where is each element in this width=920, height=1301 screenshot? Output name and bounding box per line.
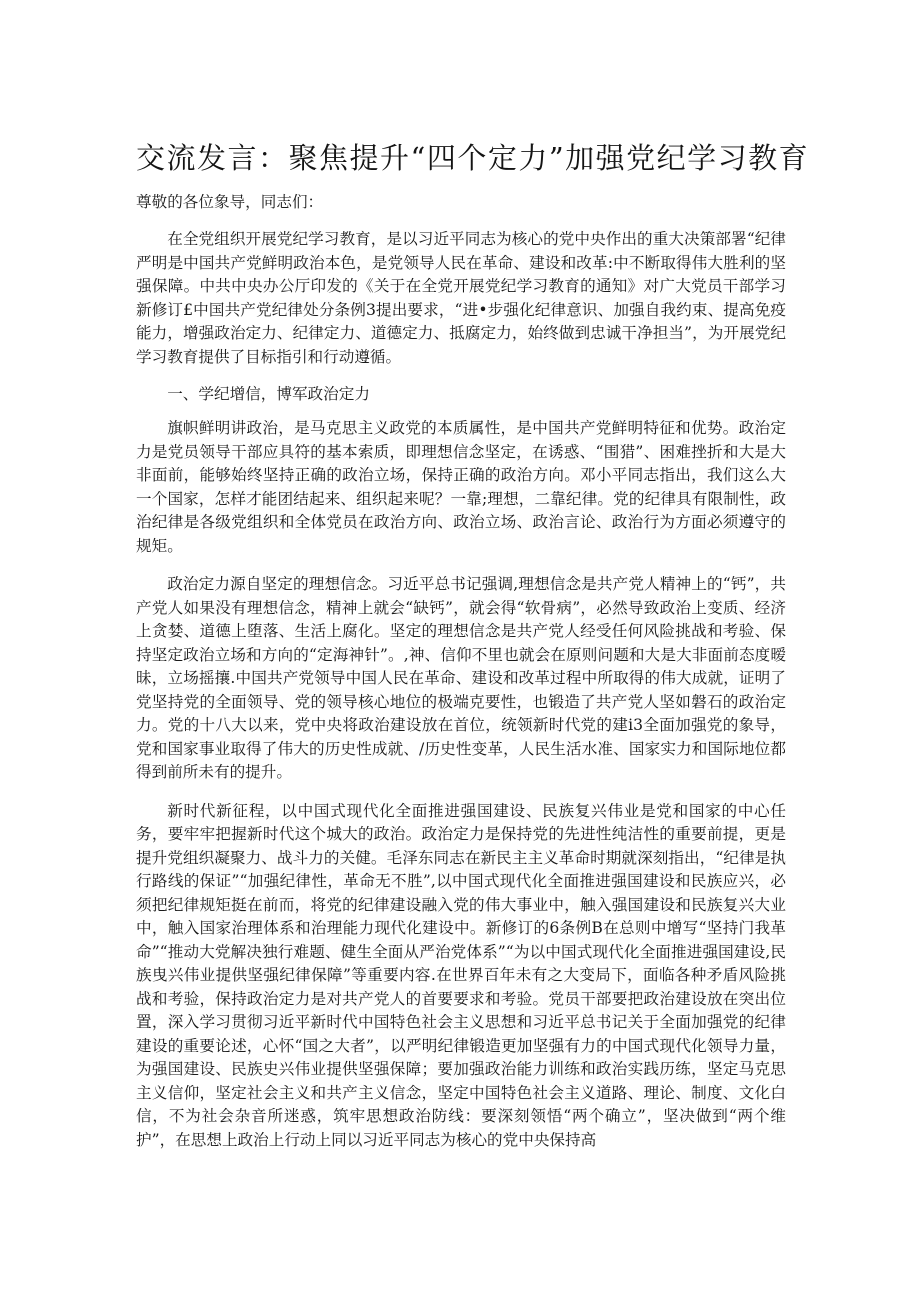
section-heading: 一、学纪增信，博军政治定力 [167,385,370,403]
paragraph-political-nature: 旗帜鲜明讲政治，是马克思主义政党的本质属性，是中国共产党鲜明特征和优势。政治定力是党员领导干部应具符的基本索质，即理想信念坚定，在诱惑、“围猎”、困难挫折和大是大非面前，能够始终坚持正确的政治立场，保持正确的政治方向。邓小平同志指出，我们这么大一个国家，怎样才能团结起来、组织起来呢？一靠;理想，二靠纪律。党的纪律具有限制性，政治纪律是各级党组织和全体党员在政治方向、政治立场、政治言论、政治行为方面必须遵守的规矩。 [136,419,786,555]
salutation: 尊敬的各位象导，同志们： [136,193,324,211]
paragraph-intro: 在全党组织开展党纪学习教育，是以习近平同志为核心的党中央作出的重大决策部署“纪律严明是中国共产党鲜明政治本色，是党领导人民在革命、建设和改革:中不断取得伟大胜利的坚强保障。中共中央办公厅印发的《关于在全党开展党纪学习教育的通知》对广大党员干部学习新修订£中国共产党纪律处分条例3提出要求，“进•步强化纪律意识、加强自我约束、提高免疫能力，增强政治定力、纪律定力、道德定力、抵腐定力，始终做到忠诚干净担当”，为开展党纪学习教育提供了目标指引和行动遵循。 [136,230,786,366]
paragraph-ideals-beliefs: 政治定力源自坚定的理想信念。习近平总书记强调,理想信念是共产党人精神上的“钙”，共产党人如果没有理想信念，精神上就会“缺钙”，就会得“软骨病”，必然导致政治上变质、经济上贪婪、道德上堕落、生活上腐化。坚定的理想信念是共产党人经受任何风险挑战和考验、保持坚定政治立场和方向的“定海神针”。,神、信仰不里也就会在原则问题和大是大非面前态度暧昧，立场摇攘.中国共产党领导中国人民在革命、建设和改革过程中所取得的伟大成就，证明了党坚持党的全面领导、党的领导核心地位的极端克要性，也锻造了共产党人坚如磐石的政治定力。党的十八大以来，党中央将政治建设放在首位，统领新时代党的建i3全面加强党的象导，党和国家事业取得了伟大的历史性成就、/历史性变革，人民生活水准、国家实力和国际地位都得到前所未有的提升。 [136,575,786,781]
paragraph-new-era: 新时代新征程，以中国式现代化全面推进强国建设、民族复兴伟业是党和国家的中心任务，要牢牢把握新时代这个城大的政治。政治定力是保持党的先进性纯洁性的重要前提，更是提升党组织凝聚力、战斗力的关健。毛泽东同志在新民主主义革命时期就深刻指出，“纪律是执行路线的保证”“加强纪律性，革命无不胜”,以中国式现代化全面推进强国建设和民族应兴，必须把纪律规矩挺在前而，将党的纪律建设融入党的伟大事业中，触入强国建设和民族复兴大业中，触入国家治理体系和治理能力现代化建设中。新修订的6条例B在总则中增写“坚持门我革命”“推动大党解决独行难题、健生全面从严治党体系”“为以中国式现代化全面推进强国建设,民族曳兴伟业提供坚强纪律保障”等重要内容.在世界百年未有之大变局下，面临各种矛盾风险挑战和考验，保持政治定力是对共产党人的首要要求和考验。党员干部要把政治建设放在突出位置，深入学习贯彻习近平新时代中国特色社会主义思想和习近平总书记关于全面加强党的纪律建设的重要论述，心怀“国之大者”，以严明纪律锻造更加坚强有力的中国式现代化领导力量，为强国建设、民族史兴伟业提供坚强保障；要加强政治能力训练和政治实践历练，坚定马克思主义信仰，坚定社会主义和共产主义信念，坚定中国特色社会主义道路、理论、制度、文化白信，不为社会杂音所迷惑，筑牢思想政治防线：要深刻领悟“两个确立”，坚决做到“两个维护”，在思想上政治上行动上同以习近平同志为核心的党中央保持高 [136,801,786,1149]
document-page [136,0,810,1152]
page-title: 交流发言：聚焦提升“四个定力”加强党纪学习教育 [136,141,810,175]
